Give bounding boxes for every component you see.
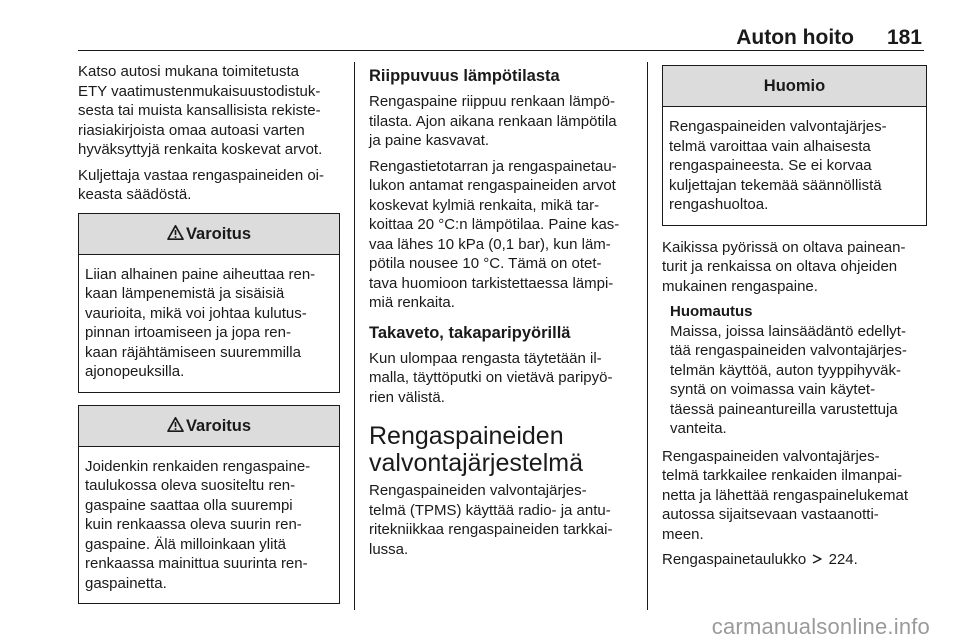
temperature-paragraph-1: Rengaspaine riippuu renkaan lämpö- tilasta. Ajon aikana renkaan lämpötila ja paine kasvavat.: [369, 93, 617, 149]
heading-temperature-dependence: Riippuvuus lämpötilasta: [369, 67, 560, 85]
column-right: [662, 62, 927, 576]
column-divider: [647, 62, 648, 610]
warning-triangle-icon: [167, 225, 184, 240]
tpms-paragraph: Rengaspaineiden valvontajärjes- telmä (TPMS) käyttää radio- ja antu- ritekniikkaa rengaspaineiden tarkkai- lussa.: [369, 482, 613, 558]
page-header: [78, 24, 924, 51]
warning-title-text: Varoitus: [185, 224, 252, 243]
warning-box-low-pressure: [78, 213, 340, 393]
warning-body-text: Liian alhainen paine aiheuttaa ren- kaan lämpenemistä ja sisäisiä vaurioita, mikä voi johtaa kulutus- pinnan irtoamiseen ja jopa ren- kaan räjähtämiseen suuremmilla ajonopeuksilla.: [85, 265, 316, 380]
heading-tpms: Rengaspaineiden valvontajärjestelmä: [369, 422, 583, 477]
reference-text: Rengaspainetaulukko: [662, 551, 807, 568]
pressure-table-reference[interactable]: [662, 550, 927, 570]
tpms-monitoring-paragraph: Rengaspaineiden valvontajärjes- telmä tarkkailee renkaiden ilmanpai- netta ja lähettää rengaspainelukemat autossa sijaitsevaan vastaanotti- meen.: [662, 447, 909, 543]
legal-note: [662, 302, 927, 439]
notice-body-text: Rengaspaineiden valvontajärjes- telmä varoittaa vain alhaisesta rengaspaineesta. Se ei korvaa kuljettajan tekemää säännöllistä rengashuoltoa.: [669, 118, 887, 213]
sensors-paragraph: Kaikissa pyörissä on oltava painean- turit ja renkaissa on oltava ohjeiden mukainen rengaspaine.: [662, 238, 906, 295]
column-middle: [369, 62, 634, 565]
intro-paragraph: Katso autosi mukana toimitetusta ETY vaatimustenmukaisuustodistuk- sesta tai muista kansallisista rekiste- riasiakirjoista omaa autoasi varten hyväksyttyjä renkaita koskevat arvot.: [78, 63, 323, 158]
warning-title-text: Varoitus: [185, 416, 252, 435]
warning-box-title: [79, 214, 339, 255]
note-body: Maissa, joissa lainsäädäntö edellyt- tää rengaspaineiden valvontajärjes- telmän käyttöä, auton tyyppihyväk- syntä on voimassa vain käytet- täessä paineantureilla varustettuja vanteita.: [670, 322, 907, 437]
rear-drive-paragraph: Kun ulompaa rengasta täytetään il- malla, täyttöputki on vietävä paripyö- rien välistä.: [369, 349, 613, 406]
warning-triangle-icon: [167, 417, 184, 432]
column-left: [78, 62, 340, 616]
page-reference-arrow-icon: [812, 554, 822, 564]
warning-body-text: Joidenkin renkaiden rengaspaine- taulukossa oleva suositeltu ren- gaspaine saattaa olla suurempi kuin renkaassa oleva suurin ren- gaspaine. Älä milloinkaan ylitä renkaassa mainittua suurinta ren- gaspainetta.: [85, 457, 311, 592]
heading-rear-drive: Takaveto, takaparipyörillä: [369, 323, 571, 342]
driver-responsibility-paragraph: Kuljettaja vastaa rengaspaineiden oi- keasta säädöstä.: [78, 166, 324, 203]
reference-page: 224.: [828, 551, 858, 568]
section-title: Auton hoito: [736, 26, 854, 49]
notice-box-title: Huomio: [663, 66, 926, 107]
watermark: carmanualsonline.info: [711, 614, 930, 639]
warning-box-title: [79, 406, 339, 447]
warning-box-max-pressure: [78, 405, 340, 605]
note-title: Huomautus: [670, 303, 753, 320]
page-number: 181: [886, 26, 922, 49]
notice-box: [662, 65, 927, 226]
column-divider: [354, 62, 355, 610]
temperature-paragraph-2: Rengastietotarran ja rengaspainetau- lukon antamat rengaspaineiden arvot koskevat kylmiä renkaita, mikä tar- koittaa 20 °C:n lämpötilaa. Paine kas- vaa lähes 10 kPa (0,1 bar), kun läm- pötila nousee 10 °C. Tämä on otet- tava huomioon tarkistettaessa lämpi- miä renkaita.: [369, 157, 620, 311]
